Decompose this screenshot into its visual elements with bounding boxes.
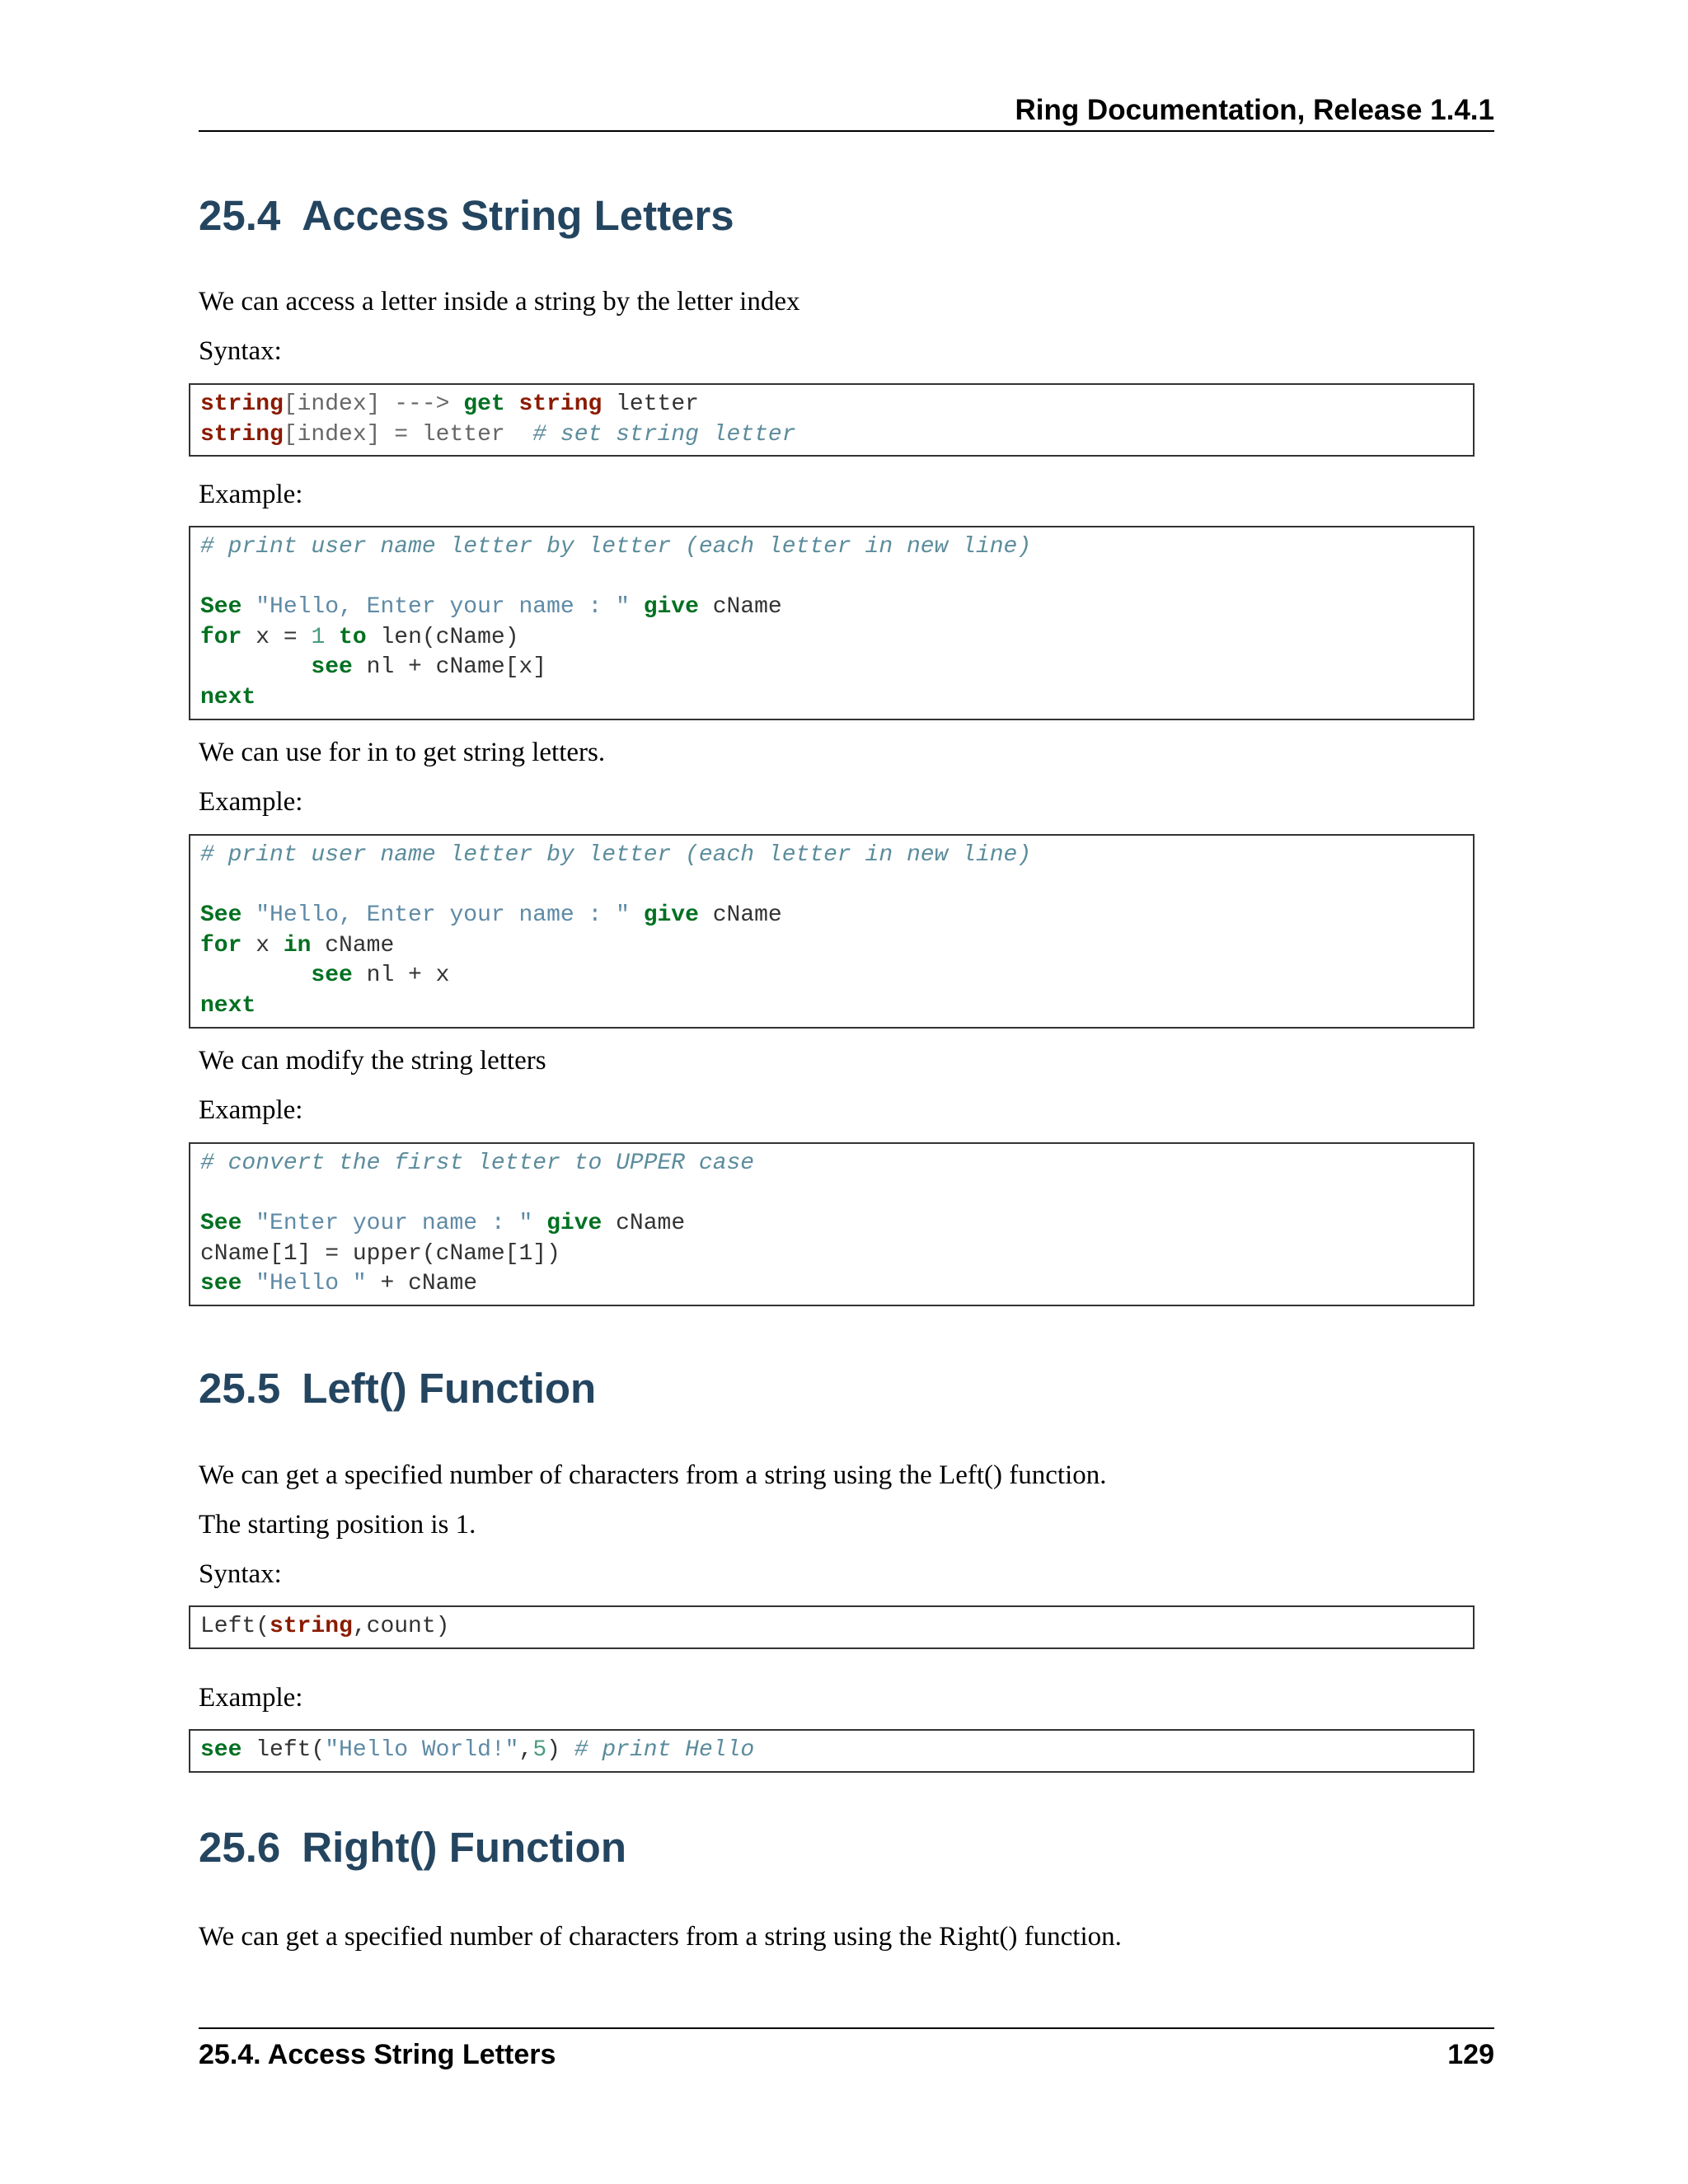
paragraph: We can access a letter inside a string by the letter index — [199, 287, 800, 316]
example-label: Example: — [199, 787, 303, 817]
running-header — [199, 91, 1494, 132]
example-label: Example: — [199, 1095, 303, 1125]
example-label: Example: — [199, 1683, 303, 1713]
code-block-example-1: # print user name letter by letter (each letter in new line) See "Hello, Enter your name : " give cName for x = 1 to len(cName) see nl + cName[x] next — [189, 526, 1475, 720]
running-footer — [199, 2027, 1494, 2079]
section-heading-25-5 — [199, 1364, 596, 1413]
paragraph: We can modify the string letters — [199, 1046, 546, 1076]
paragraph: We can get a specified number of characters from a string using the Right() function. — [199, 1922, 1122, 1952]
syntax-label: Syntax: — [199, 1559, 282, 1589]
code-block-example-3: # convert the first letter to UPPER case See "Enter your name : " give cName cName[1] = upper(cName[1]) see "Hello " + cName — [189, 1142, 1475, 1306]
paragraph: We can use for in to get string letters. — [199, 738, 606, 767]
example-label: Example: — [199, 480, 303, 509]
section-number: 25.4 — [199, 192, 281, 239]
code-block-left-syntax: Left(string,count) — [189, 1605, 1475, 1649]
page-number: 129 — [1447, 2039, 1494, 2070]
section-title: Right() Function — [302, 1824, 626, 1871]
section-heading-25-4 — [199, 191, 734, 240]
section-title: Access String Letters — [302, 192, 734, 239]
code-block-access-syntax: string[index] ---> get string letter string[index] = letter # set string letter — [189, 383, 1475, 457]
section-heading-25-6 — [199, 1823, 626, 1872]
code-block-left-example: see left("Hello World!",5) # print Hello — [189, 1729, 1475, 1773]
section-number: 25.5 — [199, 1365, 281, 1412]
paragraph: We can get a specified number of characters from a string using the Left() function. — [199, 1460, 1107, 1490]
section-number: 25.6 — [199, 1824, 281, 1871]
paragraph: The starting position is 1. — [199, 1510, 476, 1540]
document-title: Ring Documentation, Release 1.4.1 — [1015, 94, 1494, 126]
syntax-label: Syntax: — [199, 336, 282, 366]
footer-section-title: 25.4. Access String Letters — [199, 2039, 556, 2070]
code-block-example-2: # print user name letter by letter (each letter in new line) See "Hello, Enter your name : " give cName for x in cName see nl + x next — [189, 834, 1475, 1029]
section-title: Left() Function — [302, 1365, 597, 1412]
